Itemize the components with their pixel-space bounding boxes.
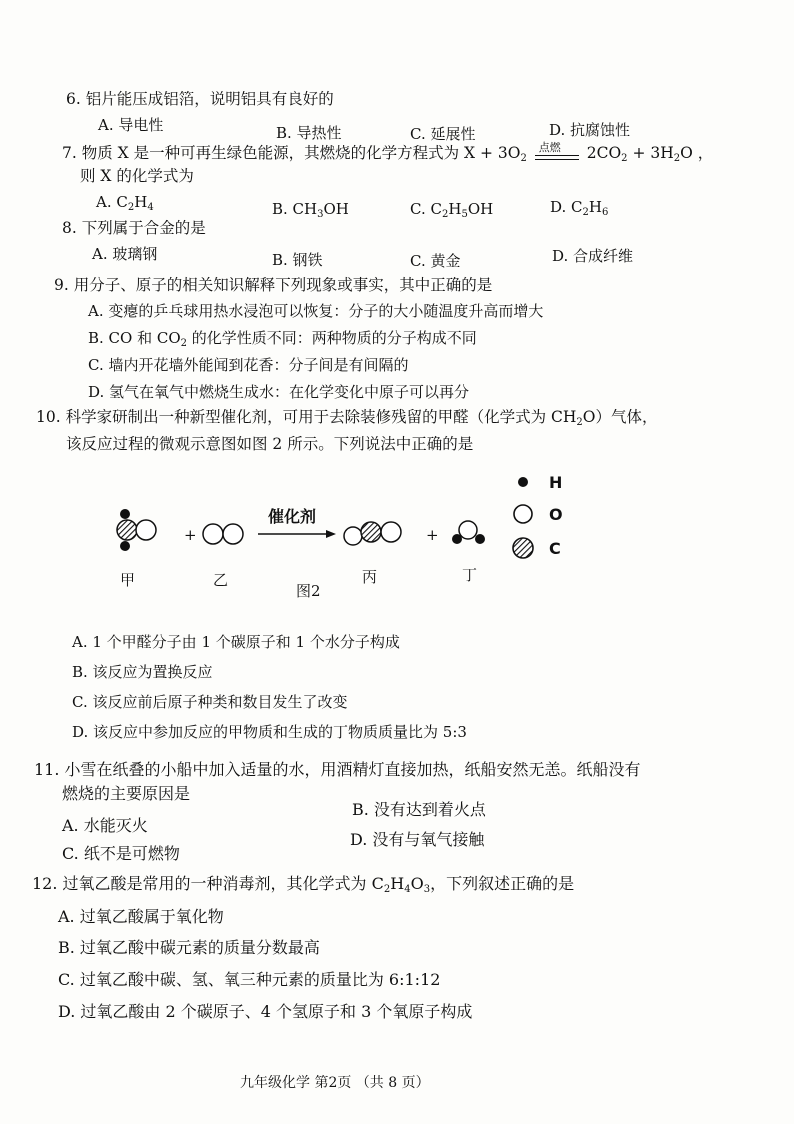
legend-o: O bbox=[549, 505, 563, 524]
carbon-atom bbox=[117, 520, 137, 540]
q6-option-c: C. 延展性 bbox=[410, 125, 476, 143]
oxygen-atom bbox=[136, 520, 156, 540]
arrow-head-icon bbox=[326, 530, 336, 538]
q11-option-a: A. 水能灭火 bbox=[62, 816, 148, 835]
hydrogen-atom bbox=[120, 541, 130, 551]
oxygen-legend-icon bbox=[514, 505, 532, 523]
q12-stem: 12. 过氧乙酸是常用的一种消毒剂，其化学式为 $C_2H_4O_3$，下列叙述正确的是 bbox=[32, 874, 575, 895]
q7-stem-pre: 7. 物质 X 是一种可再生绿色能源，其燃烧的化学方程式为 X + 3O bbox=[62, 144, 521, 162]
label-ding: 丁 bbox=[462, 566, 478, 584]
molecule-jia bbox=[117, 509, 156, 551]
q12-option-c: C. 过氧乙酸中碳、氢、氧三种元素的质量比为 6:1:12 bbox=[58, 970, 441, 989]
q9-option-c: C. 墙内开花墙外能闻到花香：分子间是有间隔的 bbox=[88, 356, 409, 374]
q11-stem: 11. 小雪在纸叠的小船中加入适量的水，用酒精灯直接加热，纸船安然无恙。纸船没有 bbox=[34, 760, 641, 779]
q8-option-d: D. 合成纤维 bbox=[552, 247, 634, 265]
q11-option-d: D. 没有与氧气接触 bbox=[350, 830, 485, 849]
catalyst-label: 催化剂 bbox=[268, 507, 317, 526]
hydrogen-atom bbox=[120, 509, 130, 519]
q6-option-d: D. 抗腐蚀性 bbox=[549, 121, 631, 139]
molecule-yi bbox=[203, 524, 243, 544]
q8-option-a: A. 玻璃钢 bbox=[92, 245, 158, 263]
oxygen-atom bbox=[223, 524, 243, 544]
molecule-ding bbox=[452, 521, 485, 544]
q7-option-d: D. $C_2H_6$ bbox=[550, 198, 609, 218]
oxygen-atom bbox=[344, 527, 362, 545]
q12-option-a: A. 过氧乙酸属于氧化物 bbox=[58, 907, 224, 926]
figure-caption: 图2 bbox=[296, 582, 321, 600]
oxygen-atom bbox=[203, 524, 223, 544]
page-footer: 九年级化学 第2页 （共 8 页） bbox=[240, 1075, 430, 1091]
q7-option-b: B. $CH_3OH$ bbox=[272, 200, 349, 220]
legend-h: H bbox=[549, 473, 563, 492]
q12-option-d: D. 过氧乙酸由 2 个碳原子、4 个氢原子和 3 个氧原子构成 bbox=[58, 1002, 473, 1021]
label-yi: 乙 bbox=[213, 571, 229, 589]
plus-sign: + bbox=[184, 526, 197, 544]
label-jia: 甲 bbox=[120, 571, 136, 589]
atom-legend bbox=[513, 473, 563, 558]
oxygen-atom bbox=[381, 522, 401, 542]
reaction-diagram bbox=[100, 462, 700, 612]
legend-c: C bbox=[549, 539, 561, 558]
q6-option-a: A. 导电性 bbox=[98, 116, 164, 134]
oxygen-atom bbox=[459, 521, 477, 539]
label-bing: 丙 bbox=[362, 568, 378, 586]
q10-stem: 10. 科学家研制出一种新型催化剂，可用于去除装修残留的甲醛（化学式为 $CH_2O$）气体， bbox=[36, 408, 658, 428]
q10-option-a: A. 1 个甲醛分子由 1 个碳原子和 1 个水分子构成 bbox=[72, 633, 400, 651]
plus-sign: + bbox=[426, 526, 439, 544]
q10-option-b: B. 该反应为置换反应 bbox=[72, 663, 213, 681]
q7-stem-2: 则 X 的化学式为 bbox=[80, 167, 194, 185]
q8-option-b: B. 钢铁 bbox=[272, 251, 323, 269]
q9-option-d: D. 氢气在氧气中燃烧生成水：在化学变化中原子可以再分 bbox=[88, 383, 470, 401]
q7-stem: 7. 物质 X 是一种可再生绿色能源，其燃烧的化学方程式为 $X + 3O_2$ 点燃 $2CO_2 + 3H_2O$ ， bbox=[62, 141, 714, 164]
q8-stem: 8. 下列属于合金的是 bbox=[62, 219, 206, 237]
q9-option-b: B. CO 和 $CO_2$ 的化学性质不同：两种物质的分子构成不同 bbox=[88, 329, 477, 349]
hydrogen-legend-icon bbox=[518, 477, 528, 487]
molecule-bing bbox=[344, 522, 401, 545]
q7-option-a: A. $C_2H_4$ bbox=[96, 193, 154, 213]
q6-option-b: B. 导热性 bbox=[276, 124, 342, 142]
carbon-atom bbox=[361, 522, 381, 542]
q12-option-b: B. 过氧乙酸中碳元素的质量分数最高 bbox=[58, 938, 320, 957]
q11-option-b: B. 没有达到着火点 bbox=[352, 800, 486, 819]
q9-option-a: A. 变瘪的乒乓球用热水浸泡可以恢复：分子的大小随温度升高而增大 bbox=[88, 302, 544, 320]
q9-stem: 9. 用分子、原子的相关知识解释下列现象或事实，其中正确的是 bbox=[54, 276, 493, 294]
hydrogen-atom bbox=[475, 534, 485, 544]
q6-stem: 6. 铝片能压成铝箔，说明铝具有良好的 bbox=[66, 90, 334, 108]
carbon-legend-icon bbox=[513, 538, 533, 558]
q11-stem-2: 燃烧的主要原因是 bbox=[62, 784, 191, 803]
reaction-condition: 点燃 bbox=[535, 144, 579, 164]
q10-stem-2: 该反应过程的微观示意图如图 2 所示。下列说法中正确的是 bbox=[66, 435, 474, 453]
q7-option-c: C. $C_2H_5OH$ bbox=[410, 200, 494, 220]
q11-option-c: C. 纸不是可燃物 bbox=[62, 844, 180, 863]
hydrogen-atom bbox=[452, 534, 462, 544]
q10-option-c: C. 该反应前后原子种类和数目发生了改变 bbox=[72, 693, 348, 711]
q8-option-c: C. 黄金 bbox=[410, 252, 461, 270]
q10-option-d: D. 该反应中参加反应的甲物质和生成的丁物质质量比为 5:3 bbox=[72, 723, 467, 741]
